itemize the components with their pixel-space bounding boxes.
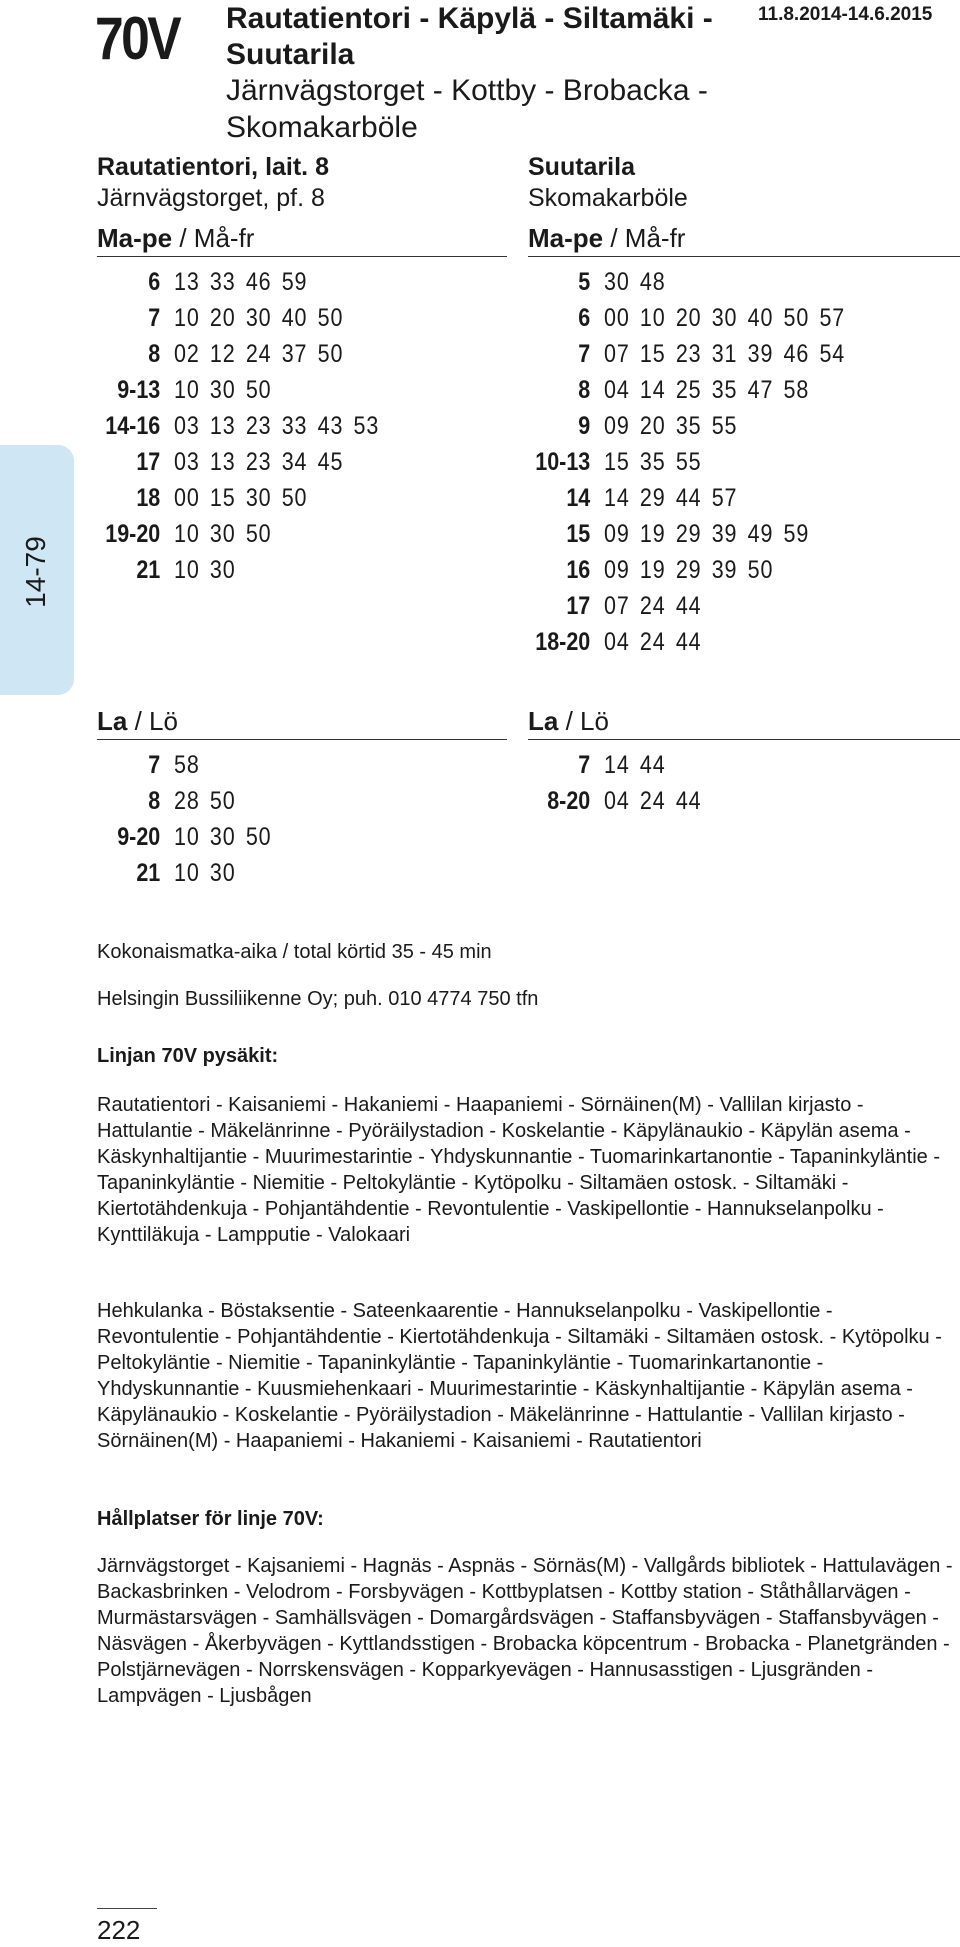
timetable-row [522,552,884,588]
timetable-minutes: 58 [174,751,200,779]
right-saturday-heading: La / Lö [528,706,609,736]
page-number: 222 [97,1915,141,1945]
timetable-row [522,783,717,819]
timetable-hour: 7 [148,304,161,332]
timetable-hour: 7 [578,340,591,368]
route-title-fi-line1: Rautatientori - Käpylä - Siltamäki - [226,2,713,35]
timetable-hour: 9 [578,412,591,440]
timetable-hour: 8 [148,787,161,815]
timetable-hour: 19-20 [105,520,161,548]
timetable-hour: 10-13 [535,448,591,476]
timetable-hour: 14-16 [105,412,161,440]
left-weekday-timetable [92,264,413,588]
timetable-hour: 8 [148,340,161,368]
stops-list-fi-inbound: Hehkulanka - Böstaksentie - Sateenkaarentie - Hannukselanpolku - Vaskipellontie - Revontulentie - Pohjantähdentie - Kiertotähdenkuja - Siltamäki - Siltamäen ostosk. - Kytöpolku - Peltokyläntie - Niemitie - Tapaninkyläntie - Tapaninkyläntie - Tuomarinkartanontie - Yhdyskunnantie - Kuusmiehenkaari - Muurimestarintie - Käskynhaltijantie - Käpylän asema - Käpylänaukio - Koskelantie - Pyöräilystadion - Mäkelänrinne - Hattulantie - Vallilan kirjasto - Sörnäinen(M) - Haapaniemi - Hakaniemi - Kaisaniemi - Rautatientori [97,1300,942,1452]
right-stop-name-sv: Skomakarböle [528,184,688,212]
timetable-row [522,408,884,444]
timetable-hour: 7 [578,751,591,779]
timetable-minutes: 00 15 30 50 [174,484,308,512]
validity-period: 11.8.2014-14.6.2015 [758,4,933,25]
timetable-hour: 16 [566,556,591,584]
timetable-minutes: 07 15 23 31 39 46 54 [604,340,846,368]
timetable-minutes: 09 19 29 39 49 59 [604,520,810,548]
left-saturday-timetable [92,747,287,891]
right-weekday-heading: Ma-pe / Må-fr [528,223,686,253]
timetable-minutes: 03 13 23 33 43 53 [174,412,380,440]
stops-list-sv: Järnvägstorget - Kajsaniemi - Hagnäs - Aspnäs - Sörnäs(M) - Vallgårds bibliotek - Hattulavägen - Backasbrinken - Velodrom - Forsbyvägen - Kottbyplatsen - Kottby station - Ståthållarvägen - Murmästarsvägen - Samhällsvägen - Domargårdsvägen - Staffansbyvägen - Staffansbyvägen - Näsvägen - Åkerbyvägen - Kyttlandsstigen - Brobacka köpcentrum - Brobacka - Planetgränden - Polstjärnevägen - Norrskensvägen - Kopparkyevägen - Hannusasstigen - Ljusgränden - Lampvägen - Ljusbågen [97,1555,953,1707]
timetable-minutes: 14 29 44 57 [604,484,738,512]
timetable-minutes: 09 20 35 55 [604,412,738,440]
page-number-rule [97,1908,157,1909]
timetable-row [92,444,413,480]
timetable-hour: 7 [148,751,161,779]
timetable-row [92,372,413,408]
right-saturday-rule [528,739,960,740]
timetable-minutes: 30 48 [604,268,666,296]
timetable-row [522,264,884,300]
timetable-row [522,747,717,783]
timetable-row [92,264,413,300]
timetable-row [522,372,884,408]
timetable-row [522,336,884,372]
timetable-minutes: 13 33 46 59 [174,268,308,296]
timetable-hour: 21 [136,859,161,887]
timetable-hour: 9-20 [117,823,161,851]
left-weekday-heading: Ma-pe / Må-fr [97,223,255,253]
timetable-row [92,819,287,855]
timetable-row [92,300,413,336]
timetable-row [92,783,287,819]
timetable-hour: 18-20 [535,628,591,656]
stops-heading-fi: Linjan 70V pysäkit: [97,1045,279,1067]
timetable-minutes: 02 12 24 37 50 [174,340,344,368]
operator-contact: Helsingin Bussiliikenne Oy; puh. 010 4774 750 tfn [97,988,539,1010]
timetable-minutes: 10 30 50 [174,823,272,851]
route-title-fi-line2: Suutarila [226,38,355,71]
timetable-row [92,747,287,783]
timetable-row [92,855,287,891]
timetable-hour: 6 [148,268,161,296]
timetable-hour: 17 [136,448,161,476]
timetable-minutes: 10 30 [174,859,236,887]
timetable-row [522,444,884,480]
route-number: 70V [95,5,180,72]
left-weekday-rule [97,256,507,257]
timetable-minutes: 04 24 44 [604,787,702,815]
timetable-row [522,300,884,336]
timetable-minutes: 00 10 20 30 40 50 57 [604,304,846,332]
timetable-minutes: 04 14 25 35 47 58 [604,376,810,404]
timetable-minutes: 10 30 50 [174,376,272,404]
timetable-hour: 8 [578,376,591,404]
timetable-minutes: 10 20 30 40 50 [174,304,344,332]
timetable-minutes: 07 24 44 [604,592,702,620]
timetable-row [522,480,884,516]
stops-heading-sv: Hållplatser för linje 70V: [97,1508,324,1530]
left-saturday-heading: La / Lö [97,706,178,736]
timetable-hour: 14 [566,484,591,512]
timetable-hour: 21 [136,556,161,584]
right-saturday-timetable [522,747,717,819]
timetable-minutes: 03 13 23 34 45 [174,448,344,476]
timetable-hour: 15 [566,520,591,548]
timetable-hour: 9-13 [117,376,161,404]
total-travel-time: Kokonaismatka-aika / total körtid 35 - 45 min [97,941,492,963]
left-stop-name-sv: Järnvägstorget, pf. 8 [97,184,325,212]
timetable-row [522,588,884,624]
timetable-minutes: 10 30 [174,556,236,584]
timetable-minutes: 04 24 44 [604,628,702,656]
timetable-hour: 5 [578,268,591,296]
page-section-tab-label-box [6,532,66,612]
timetable-row [92,480,413,516]
timetable-row [92,552,413,588]
timetable-row [92,336,413,372]
right-weekday-timetable [522,264,884,660]
route-title-sv-line2: Skomakarböle [226,111,418,144]
page-section-tab-label: 14-79 [20,536,51,608]
route-title-sv-line1: Järnvägstorget - Kottby - Brobacka - [226,74,708,107]
timetable-hour: 6 [578,304,591,332]
timetable-row [522,516,884,552]
right-stop-name-fi: Suutarila [528,153,635,181]
timetable-minutes: 14 44 [604,751,666,779]
timetable-minutes: 28 50 [174,787,236,815]
left-stop-name-fi: Rautatientori, lait. 8 [97,153,329,181]
timetable-row [522,624,884,660]
timetable-row [92,408,413,444]
timetable-hour: 17 [566,592,591,620]
right-weekday-rule [528,256,960,257]
stops-list-fi-outbound: Rautatientori - Kaisaniemi - Hakaniemi - Haapaniemi - Sörnäinen(M) - Vallilan kirjasto - Hattulantie - Mäkelänrinne - Pyöräilystadion - Koskelantie - Käpylänaukio - Käpylän asema - Käskynhaltijantie - Muurimestarintie - Yhdyskunnantie - Tuomarinkartanontie - Tapaninkyläntie - Tapaninkyläntie - Niemitie - Peltokyläntie - Kytöpolku - Siltamäen ostosk. - Siltamäki - Kiertotähdenkuja - Pohjantähdentie - Revontulentie - Vaskipellontie - Hannukselanpolku - Kynttiläkuja - Lampputie - Valokaari [97,1094,941,1246]
left-saturday-rule [97,739,507,740]
timetable-minutes: 10 30 50 [174,520,272,548]
timetable-minutes: 09 19 29 39 50 [604,556,774,584]
timetable-minutes: 15 35 55 [604,448,702,476]
timetable-hour: 8-20 [547,787,591,815]
timetable-row [92,516,413,552]
timetable-hour: 18 [136,484,161,512]
